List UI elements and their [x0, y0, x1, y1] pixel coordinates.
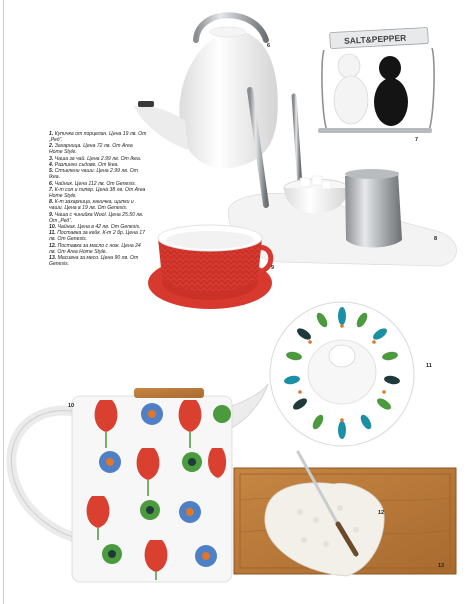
- product-caption-list: [49, 131, 147, 268]
- label-11: 11: [426, 363, 432, 369]
- caption-item: 3. Чаша за чай. Цена 2.99 лв. От Ikea.: [49, 155, 142, 162]
- salt-pepper-sign: SALT&PEPPER: [343, 32, 407, 46]
- caption-item: 12. Поставка за масло с нож. Цена 24 лв. От Area Home Style.: [49, 242, 141, 255]
- caption-item: 8. К-т захарница, каничка, щипки и чаши. Цена в 19 лв. От Genesis.: [49, 199, 134, 212]
- caption-item: 9. Чаша с чинийка Wool. Цена 25.50 лв. От „Ред“.: [49, 211, 144, 224]
- caption-item: 5. Стъклени чаши. Цена 2.99 лв. От Ikea.: [49, 168, 138, 181]
- flower-teapot: [11, 384, 268, 582]
- label-13: 13: [438, 563, 445, 569]
- red-cup-saucer: [148, 225, 275, 309]
- caption-item: 6. Чайник. Цена 112 лв. От Genesis.: [49, 180, 137, 187]
- cake-stand: [270, 302, 414, 446]
- label-12: 12: [378, 510, 385, 516]
- pepper-shaker: [374, 56, 408, 126]
- label-8: 8: [434, 236, 438, 242]
- label-6: 6: [267, 43, 271, 49]
- caption-item: 13. Масивна за месо. Цена 90 лв. От Genesis.: [49, 255, 139, 268]
- caption-item: 10. Чайник. Цена в 42 лв. От Genesis.: [49, 224, 141, 231]
- salt-shaker: [334, 54, 368, 124]
- label-10: 10: [68, 403, 75, 409]
- caption-item: 1. Купичка от порцелан. Цена 19 лв. От „Ред“.: [49, 131, 147, 144]
- caption-item: 11. Поставка за кейк. К-т 2 бр. Цена 17 лв. От Genesis.: [49, 230, 145, 243]
- label-9: 9: [271, 265, 275, 271]
- caption-item: 4. Разлинни съдове. От Ikea.: [49, 162, 119, 169]
- label-7: 7: [415, 137, 419, 143]
- caption-item: 2. Захарница. Цена 72 лв. От Area Home Style.: [49, 143, 133, 156]
- caption-item: 7. К-т сол и пипер. Цена 38 лв. От Area Home Style.: [49, 186, 146, 200]
